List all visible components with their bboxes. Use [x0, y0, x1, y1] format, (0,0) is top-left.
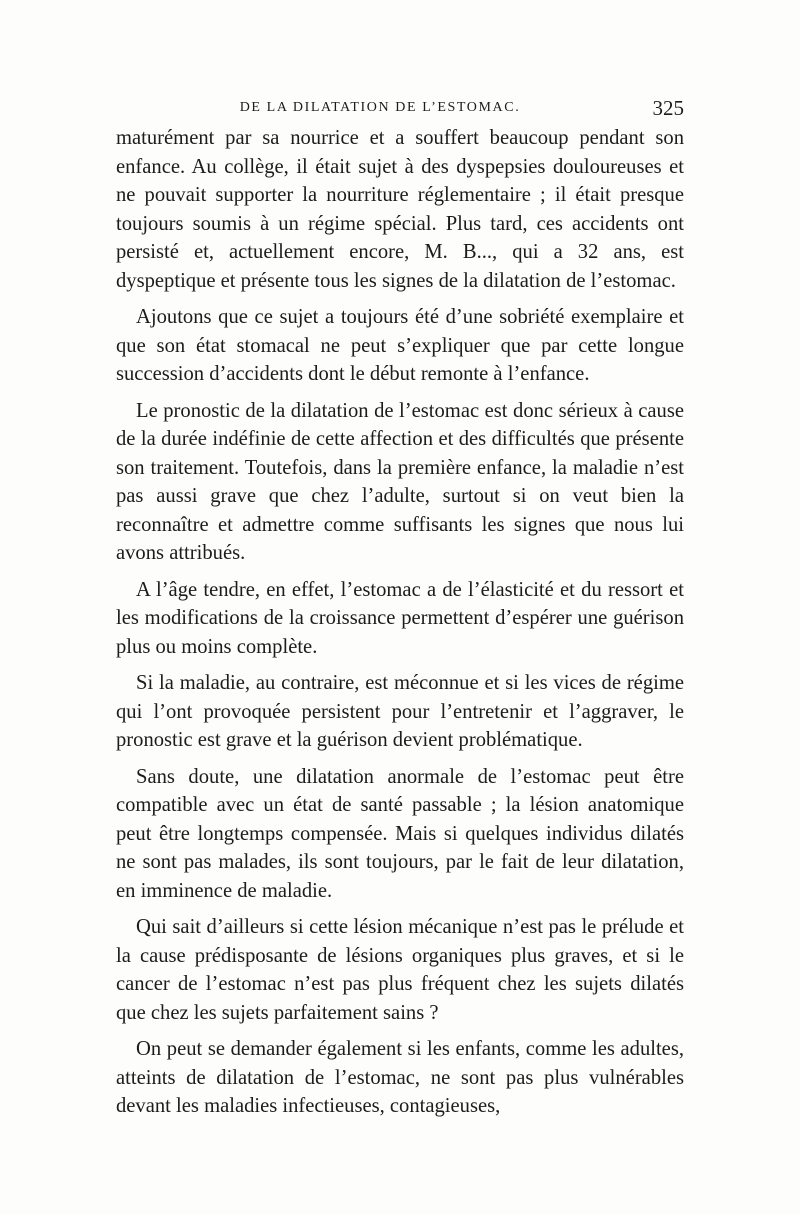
- paragraph: Si la maladie, au contraire, est méconnue et si les vices de régime qui l’ont provoquée persistent pour l’entretenir et l’aggraver, le pronostic est grave et la guérison devient problématique.: [116, 672, 684, 751]
- paragraph: maturément par sa nourrice et a souffert beaucoup pendant son enfance. Au collège, il était sujet à des dyspepsies douloureuses et ne pouvait supporter la nourriture réglementaire ; il était presque toujours soumis à un régime spécial. Plus tard, ces accidents ont persisté et, actuellement encore, M. B..., qui a 32 ans, est dyspeptique et présente tous les signes de la dilatation de l’estomac.: [116, 127, 684, 292]
- paragraph: Le pronostic de la dilatation de l’estomac est donc sérieux à cause de la durée indéfinie de cette affection et des difficultés que présente son traitement. Toutefois, dans la première enfance, la maladie n’est pas aussi grave que chez l’adulte, surtout si on veut bien la reconnaître et admettre comme suffisants les signes que nous lui avons attribués.: [116, 399, 684, 564]
- page-header: [116, 96, 684, 126]
- paragraph: On peut se demander également si les enfants, comme les adultes, atteints de dilatation de l’estomac, ne sont pas plus vulnérables devant les maladies infectieuses, contagieuses,: [116, 1038, 684, 1117]
- running-title: DE LA DILATATION DE L’ESTOMAC.: [239, 100, 521, 115]
- body-text: [116, 124, 684, 1129]
- paragraph: Sans doute, une dilatation anormale de l’estomac peut être compatible avec un état de santé passable ; la lésion anatomique peut être longtemps compensée. Mais si quelques individus dilatés ne sont pas malades, ils sont toujours, par le fait de leur dilatation, en imminence de maladie.: [116, 765, 684, 902]
- paragraph: Ajoutons que ce sujet a toujours été d’une sobriété exemplaire et que son état stomacal ne peut s’expliquer que par cette longue succession d’accidents dont le début remonte à l’enfance.: [116, 306, 684, 385]
- paragraph: Qui sait d’ailleurs si cette lésion mécanique n’est pas le prélude et la cause prédisposante de lésions organiques plus graves, et si le cancer de l’estomac n’est pas plus fréquent chez les sujets dilatés que chez les sujets parfaitement sains ?: [116, 916, 684, 1024]
- page-number: 325: [652, 96, 684, 120]
- paragraph: A l’âge tendre, en effet, l’estomac a de l’élasticité et du ressort et les modifications de la croissance permettent d’espérer une guérison plus ou moins complète.: [116, 578, 684, 658]
